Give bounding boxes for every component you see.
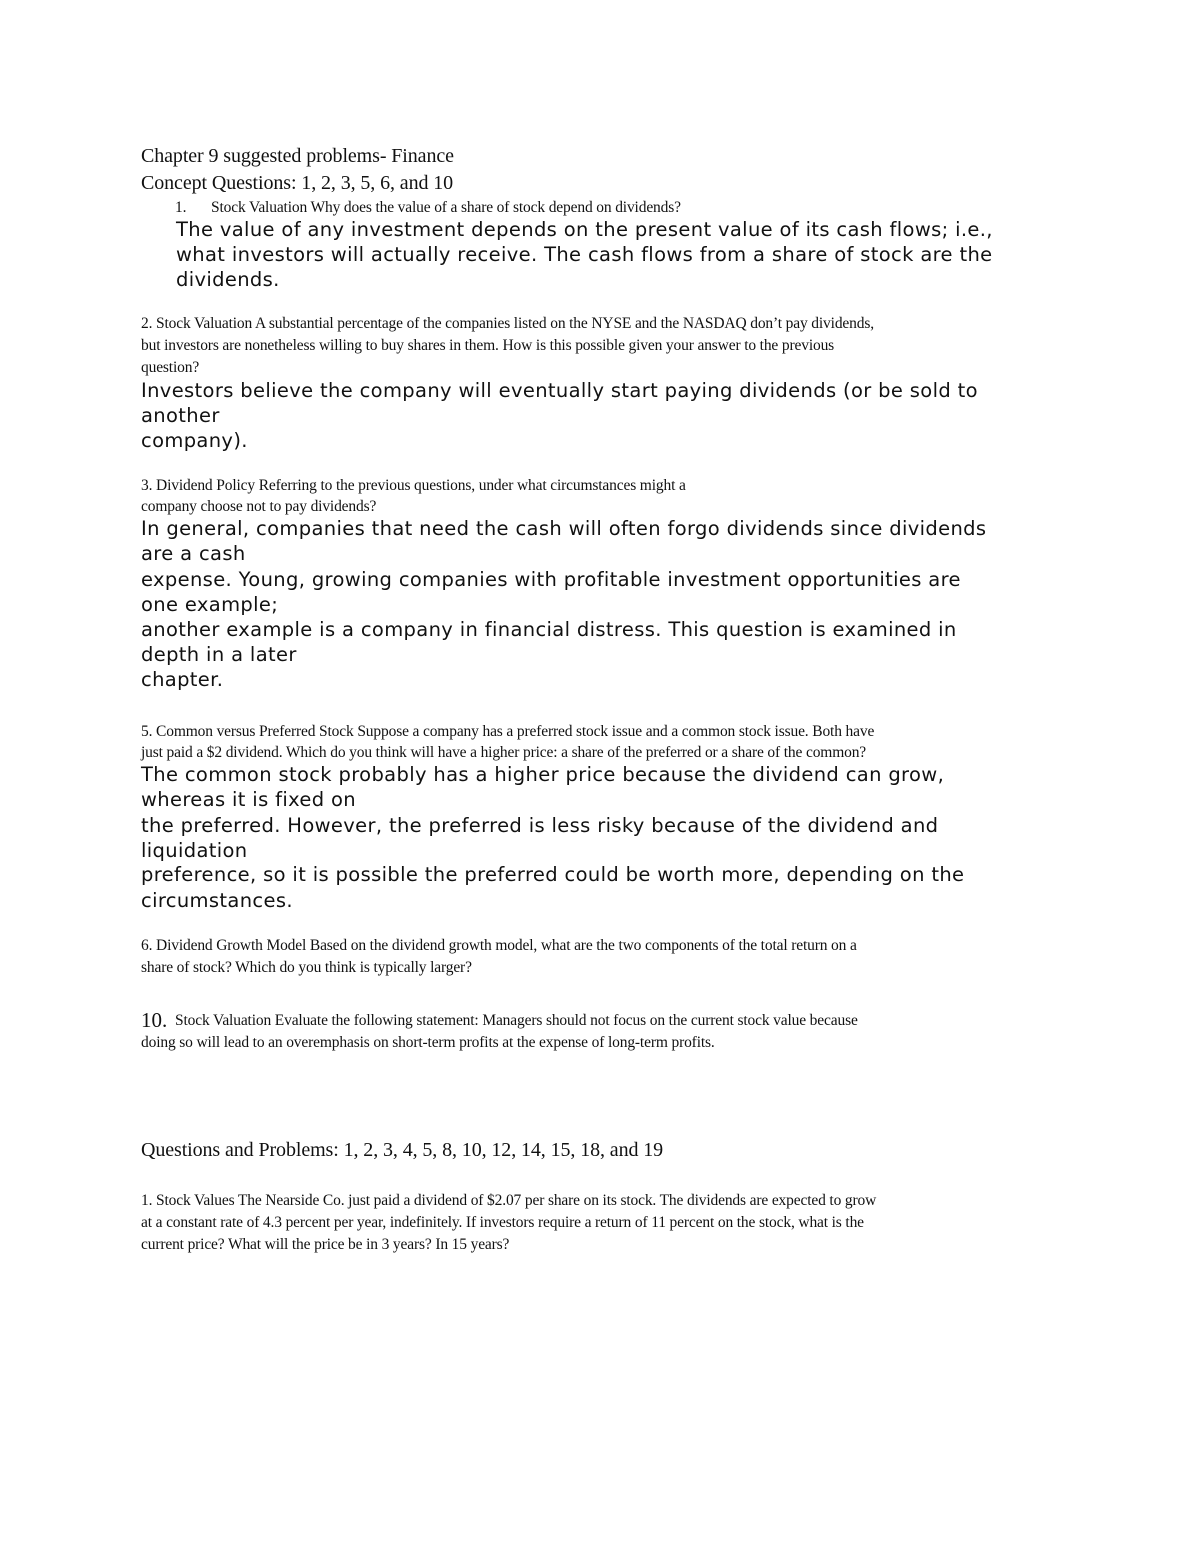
document-title: Chapter 9 suggested problems- Finance — [141, 145, 454, 167]
answer-1-line: dividends. — [176, 268, 280, 291]
question-5-line: just paid a $2 dividend. Which do you think will have a higher price: a share of the preferred or a share of the common? — [141, 744, 867, 761]
answer-3-line: another example is a company in financial distress. This question is examined in — [141, 618, 957, 641]
answer-3-line: one example; — [141, 593, 279, 616]
answer-5-line: The common stock probably has a higher price because the dividend can grow, — [141, 763, 945, 786]
answer-3-line: are a cash — [141, 542, 246, 565]
question-10-line: Stock Valuation Evaluate the following statement: Managers should not focus on the current stock value because — [175, 1012, 858, 1029]
problem-1-line: current price? What will the price be in 3 years? In 15 years? — [141, 1236, 510, 1253]
question-5-line: 5. Common versus Preferred Stock Suppose a company has a preferred stock issue and a common stock issue. Both have — [141, 723, 875, 740]
concept-questions-heading: Concept Questions: 1, 2, 3, 5, 6, and 10 — [141, 172, 454, 194]
answer-5-line: circumstances. — [141, 889, 293, 912]
answer-5-line: whereas it is fixed on — [141, 788, 357, 811]
answer-1-line: The value of any investment depends on the present value of its cash flows; i.e., — [176, 218, 993, 241]
problems-heading: Questions and Problems: 1, 2, 3, 4, 5, 8, 10, 12, 14, 15, 18, and 19 — [141, 1139, 664, 1161]
question-10-line: doing so will lead to an overemphasis on short-term profits at the expense of long-term profits. — [141, 1034, 715, 1051]
answer-1-line: what investors will actually receive. The cash flows from a share of stock are the — [176, 243, 993, 266]
answer-2-line: another — [141, 404, 220, 427]
answer-3-line: depth in a later — [141, 643, 297, 666]
answer-5-line: liquidation — [141, 839, 248, 862]
question-2-line: 2. Stock Valuation A substantial percentage of the companies listed on the NYSE and the NASDAQ don’t pay dividends, — [141, 315, 874, 332]
question-2-line: question? — [141, 359, 200, 376]
answer-5-line: preference, so it is possible the preferred could be worth more, depending on the — [141, 863, 965, 886]
answer-3-line: expense. Young, growing companies with profitable investment opportunities are — [141, 568, 961, 591]
answer-2-line: company). — [141, 429, 248, 452]
question-10-number: 10. — [141, 1008, 168, 1032]
question-1-number: 1. — [175, 199, 187, 216]
question-6-line: share of stock? Which do you think is typically larger? — [141, 959, 472, 976]
question-2-line: but investors are nonetheless willing to buy shares in them. How is this possible given your answer to the previous — [141, 337, 835, 354]
question-1-text: Stock Valuation Why does the value of a share of stock depend on dividends? — [211, 199, 681, 216]
question-3-line: company choose not to pay dividends? — [141, 498, 377, 515]
problem-1-line: 1. Stock Values The Nearside Co. just paid a dividend of $2.07 per share on its stock. The dividends are expected to grow — [141, 1192, 877, 1209]
answer-3-line: chapter. — [141, 668, 224, 691]
question-3-line: 3. Dividend Policy Referring to the previous questions, under what circumstances might a — [141, 477, 686, 494]
problem-1-line: at a constant rate of 4.3 percent per year, indefinitely. If investors require a return of 11 percent on the stock, what is the — [141, 1214, 864, 1231]
question-6-line: 6. Dividend Growth Model Based on the dividend growth model, what are the two components of the total return on a — [141, 937, 857, 954]
answer-3-line: In general, companies that need the cash will often forgo dividends since dividends — [141, 517, 987, 540]
answer-5-line: the preferred. However, the preferred is less risky because of the dividend and — [141, 814, 939, 837]
answer-2-line: Investors believe the company will eventually start paying dividends (or be sold to — [141, 379, 978, 402]
